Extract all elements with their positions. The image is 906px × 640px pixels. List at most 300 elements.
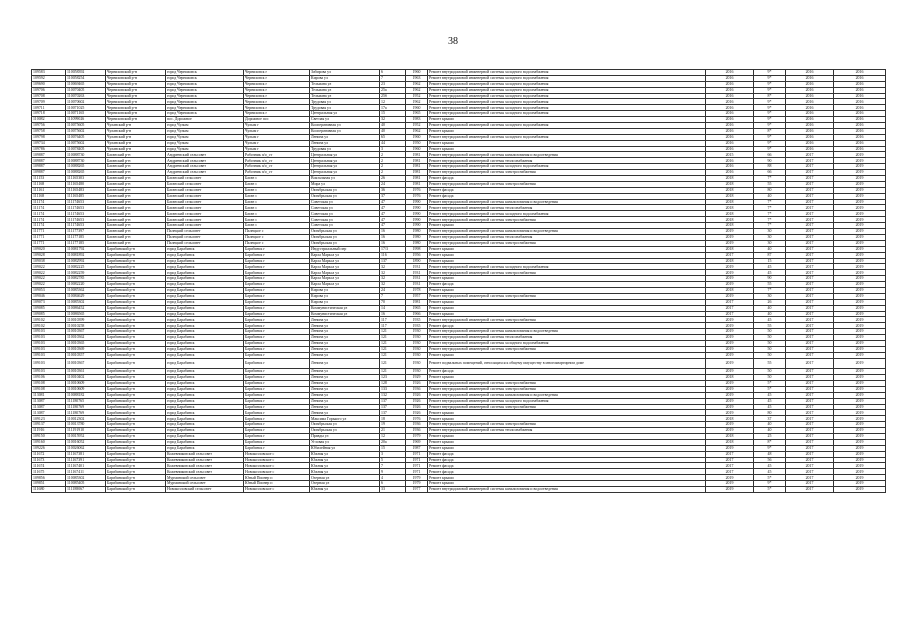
- cell-build-year: 1926: [406, 398, 428, 404]
- cell-house-id: 109887: [32, 170, 66, 176]
- cell-locality: Барабинск г: [244, 386, 310, 392]
- cell-end-year: 2019: [834, 451, 886, 457]
- cell-object-id: 110070405: [66, 87, 106, 93]
- cell-end-year: 2019: [834, 463, 886, 469]
- cell-start-year: 2017: [786, 258, 834, 264]
- cell-street: Кирова ул: [310, 75, 380, 81]
- cell-start-year: 2017: [786, 381, 834, 387]
- cell-locality: Черниховск г: [244, 105, 310, 111]
- cell-plan-year: 2016: [706, 75, 754, 81]
- cell-object-id: 110058392: [66, 70, 106, 76]
- cell-object-id: 111165303: [66, 176, 106, 182]
- cell-house-number: 17/3: [380, 246, 406, 252]
- cell-work-type: Ремонт внутридомовой инженерной системы канализования и водоотведения: [428, 329, 706, 335]
- cell-municipality: пос. Дорожное: [166, 117, 244, 123]
- cell-district: Барабинский р-н: [106, 416, 166, 422]
- cell-plan-year: 2017: [706, 463, 754, 469]
- cell-district: Барабинский р-н: [106, 258, 166, 264]
- cell-build-year: 1981: [406, 158, 428, 164]
- cell-locality: Барабинск г: [244, 369, 310, 375]
- cell-street: Ленина ул: [310, 134, 380, 140]
- cell-start-year: 2017: [786, 223, 834, 229]
- cell-plan-year: 2016: [706, 134, 754, 140]
- cell-street: Ленина ул: [310, 329, 380, 335]
- cell-work-cost: 9*: [754, 111, 786, 117]
- cell-object-id: 110010609: [66, 386, 106, 392]
- cell-district: Барабинский р-н: [106, 398, 166, 404]
- cell-district: Барабинский р-н: [106, 410, 166, 416]
- cell-end-year: 2019: [834, 422, 886, 428]
- cell-work-cost: 9*: [754, 105, 786, 111]
- cell-locality: Юный Пионер п: [244, 481, 310, 487]
- cell-street: Карла Маркса ул: [310, 264, 380, 270]
- cell-object-id: 110010399: [66, 317, 106, 323]
- cell-build-year: 1966: [406, 311, 428, 317]
- cell-house-number: 32: [380, 282, 406, 288]
- cell-municipality: город Барабинск: [166, 270, 244, 276]
- cell-plan-year: 2016: [706, 146, 754, 152]
- cell-work-cost: 8*: [754, 128, 786, 134]
- cell-locality: Баган с: [244, 187, 310, 193]
- cell-plan-year: 2019: [706, 264, 754, 270]
- cell-object-id: 110082220: [66, 282, 106, 288]
- cell-build-year: 1935: [406, 317, 428, 323]
- cell-build-year: 1983: [406, 117, 428, 123]
- cell-work-cost: 9*: [754, 81, 786, 87]
- cell-build-year: 1926: [406, 410, 428, 416]
- cell-locality: Барабинск г: [244, 410, 310, 416]
- cell-end-year: 2016: [834, 128, 886, 134]
- cell-house-number: 32: [380, 117, 406, 123]
- cell-work-type: Ремонт крыши: [428, 146, 706, 152]
- cell-street: Карла Маркса ул: [310, 252, 380, 258]
- cell-district: Баганский р-н: [106, 229, 166, 235]
- cell-work-cost: 5*: [754, 386, 786, 392]
- cell-plan-year: 2018: [706, 205, 754, 211]
- cell-work-cost: 9*: [754, 123, 786, 129]
- cell-municipality: Палецкий сельсовет: [166, 229, 244, 235]
- cell-build-year: 1930: [406, 358, 428, 369]
- cell-locality: Барабинск г: [244, 340, 310, 346]
- cell-work-cost: 9*: [754, 99, 786, 105]
- cell-plan-year: 2018: [706, 246, 754, 252]
- cell-municipality: город Черниховск: [166, 81, 244, 87]
- cell-municipality: город Барабинск: [166, 246, 244, 252]
- cell-municipality: город Барабинск: [166, 335, 244, 341]
- cell-work-cost: 9*: [754, 445, 786, 451]
- cell-municipality: город Барабинск: [166, 264, 244, 270]
- cell-work-type: Ремонт внутридомовой инженерной системы электроснабжения: [428, 317, 706, 323]
- cell-work-type: Ремонт внутридомовой инженерной системы электроснабжения: [428, 293, 706, 299]
- cell-street: Юбилейная ул: [310, 445, 380, 451]
- cell-object-id: 110085302: [66, 475, 106, 481]
- cell-end-year: 2019: [834, 287, 886, 293]
- cell-work-type: Ремонт фасада: [428, 323, 706, 329]
- cell-house-number: 16: [380, 234, 406, 240]
- cell-end-year: 2019: [834, 340, 886, 346]
- cell-house-number: 4: [380, 475, 406, 481]
- cell-work-type: Ремонт фасада: [428, 187, 706, 193]
- cell-plan-year: 2017: [706, 252, 754, 258]
- cell-start-year: 2017: [786, 187, 834, 193]
- cell-municipality: город Черниховск: [166, 93, 244, 99]
- cell-district: Барабинский р-н: [106, 358, 166, 369]
- cell-municipality: город Барабинск: [166, 428, 244, 434]
- cell-street: Южная ул: [310, 463, 380, 469]
- cell-start-year: 2017: [786, 205, 834, 211]
- cell-end-year: 2019: [834, 346, 886, 352]
- cell-municipality: город Барабинск: [166, 369, 244, 375]
- cell-work-type: Ремонт внутридомовой инженерной системы холодного водоснабжения: [428, 398, 706, 404]
- cell-start-year: 2017: [786, 287, 834, 293]
- cell-build-year: 1981: [406, 299, 428, 305]
- cell-work-type: Ремонт фасада: [428, 451, 706, 457]
- cell-district: Барабинский р-н: [106, 457, 166, 463]
- cell-municipality: город Барабинск: [166, 311, 244, 317]
- cell-house-number: 12: [380, 99, 406, 105]
- cell-house-id: 109718: [32, 111, 66, 117]
- cell-work-cost: 40: [754, 422, 786, 428]
- cell-build-year: 1971: [406, 457, 428, 463]
- cell-work-type: Ремонт фасада: [428, 193, 706, 199]
- cell-object-id: 111174653: [66, 217, 106, 223]
- cell-work-cost: 26: [754, 299, 786, 305]
- cell-house-number: 128: [380, 381, 406, 387]
- cell-municipality: город Барабинск: [166, 386, 244, 392]
- cell-house-number: 20а: [380, 439, 406, 445]
- cell-municipality: город Барабинск: [166, 434, 244, 440]
- cell-work-type: Ремонт фасада: [428, 469, 706, 475]
- cell-municipality: город Чулым: [166, 134, 244, 140]
- cell-locality: Барабинск г: [244, 428, 310, 434]
- cell-plan-year: 2018: [706, 211, 754, 217]
- cell-district: Чуланский р-н: [106, 123, 166, 129]
- cell-start-year: 2017: [786, 434, 834, 440]
- cell-house-id: 109592: [32, 75, 66, 81]
- cell-street: Тельмана ул: [310, 87, 380, 93]
- cell-start-year: 2017: [786, 329, 834, 335]
- cell-work-cost: 50: [754, 352, 786, 358]
- cell-house-number: 137: [380, 404, 406, 410]
- cell-start-year: 2017: [786, 211, 834, 217]
- cell-street: Тельмана ул: [310, 81, 380, 87]
- cell-municipality: Андреевский сельсовет: [166, 170, 244, 176]
- cell-house-id: 111174: [32, 211, 66, 217]
- cell-district: Барабинский р-н: [106, 445, 166, 451]
- cell-start-year: 2017: [786, 170, 834, 176]
- cell-house-number: 132: [380, 392, 406, 398]
- cell-plan-year: 2018: [706, 375, 754, 381]
- cell-start-year: 2017: [786, 240, 834, 246]
- cell-end-year: 2019: [834, 217, 886, 223]
- cell-build-year: 1963: [406, 75, 428, 81]
- cell-street: Трудовая ул: [310, 105, 380, 111]
- cell-municipality: Баганский сельсовет: [166, 205, 244, 211]
- cell-build-year: 1930: [406, 340, 428, 346]
- cell-plan-year: 2018: [706, 193, 754, 199]
- cell-locality: Барабинск г: [244, 282, 310, 288]
- cell-work-type: Ремонт внутридомовой инженерной системы теплоснабжения: [428, 158, 706, 164]
- cell-house-number: 47: [380, 199, 406, 205]
- cell-street: Ленина ул: [310, 398, 380, 404]
- cell-house-number: 70: [380, 299, 406, 305]
- cell-end-year: 2019: [834, 246, 886, 252]
- cell-plan-year: 2019: [706, 392, 754, 398]
- cell-street: Коммунистическая ул: [310, 311, 380, 317]
- cell-object-id: 111099026: [66, 117, 106, 123]
- cell-work-type: Ремонт внутридомовой инженерной системы холодного водоснабжения: [428, 123, 706, 129]
- cell-locality: Рабочник п/о_ст: [244, 158, 310, 164]
- cell-street: Кирова ул: [310, 287, 380, 293]
- cell-start-year: 2017: [786, 193, 834, 199]
- cell-start-year: 2017: [786, 152, 834, 158]
- cell-start-year: 2016: [786, 123, 834, 129]
- cell-plan-year: 2017: [706, 451, 754, 457]
- cell-object-id: 110026062: [66, 445, 106, 451]
- cell-street: Коммунистическая ул: [310, 305, 380, 311]
- cell-end-year: 2019: [834, 293, 886, 299]
- cell-plan-year: 2016: [706, 111, 754, 117]
- cell-object-id: 110069465: [66, 81, 106, 87]
- cell-start-year: 2017: [786, 335, 834, 341]
- cell-house-number: 121: [380, 369, 406, 375]
- cell-work-cost: 50: [754, 340, 786, 346]
- cell-work-cost: 30: [754, 240, 786, 246]
- cell-district: Барабинский р-н: [106, 270, 166, 276]
- cell-plan-year: 2019: [706, 317, 754, 323]
- cell-district: Барабинский р-н: [106, 252, 166, 258]
- cell-house-id: 109734: [32, 140, 66, 146]
- cell-build-year: 1990: [406, 223, 428, 229]
- cell-street: Октябрьская ул: [310, 428, 380, 434]
- cell-object-id: 111191910: [66, 428, 106, 434]
- cell-object-id: 110071165: [66, 111, 106, 117]
- cell-object-id: 111167381: [66, 451, 106, 457]
- cell-plan-year: 2019: [706, 340, 754, 346]
- cell-end-year: 2016: [834, 81, 886, 87]
- cell-build-year: 1978: [406, 287, 428, 293]
- cell-start-year: 2017: [786, 229, 834, 235]
- cell-build-year: 1962: [406, 87, 428, 93]
- cell-work-type: Ремонт крыши: [428, 481, 706, 487]
- cell-plan-year: 2019: [706, 229, 754, 235]
- cell-district: Черниховский р-н: [106, 117, 166, 123]
- cell-house-id: 109103: [32, 358, 66, 369]
- cell-house-id: 109851: [32, 481, 66, 487]
- cell-work-cost: 40: [754, 193, 786, 199]
- cell-work-cost: 88: [754, 164, 786, 170]
- cell-object-id: 111174653: [66, 223, 106, 229]
- cell-start-year: 2016: [786, 111, 834, 117]
- cell-work-cost: 90: [754, 276, 786, 282]
- cell-plan-year: 2015: [706, 152, 754, 158]
- cell-house-id: 109085: [32, 305, 66, 311]
- cell-district: Баганский р-н: [106, 152, 166, 158]
- cell-house-id: 109053: [32, 287, 66, 293]
- cell-house-id: 109711: [32, 105, 66, 111]
- cell-build-year: 1990: [406, 211, 428, 217]
- cell-object-id: 111188067: [66, 487, 106, 493]
- cell-locality: Барабинск г: [244, 305, 310, 311]
- cell-locality: Барабинск г: [244, 445, 310, 451]
- cell-locality: Барабинск г: [244, 329, 310, 335]
- cell-municipality: город Барабинск: [166, 381, 244, 387]
- cell-district: Баганский р-н: [106, 234, 166, 240]
- cell-house-number: 14: [380, 305, 406, 311]
- cell-work-cost: 5*: [754, 475, 786, 481]
- cell-build-year: 1977: [406, 487, 428, 493]
- cell-house-id: 109709: [32, 99, 66, 105]
- cell-district: Барабинский р-н: [106, 375, 166, 381]
- cell-house-number: 16: [380, 240, 406, 246]
- cell-start-year: 2017: [786, 276, 834, 282]
- cell-end-year: 2019: [834, 223, 886, 229]
- cell-municipality: город Барабинск: [166, 323, 244, 329]
- cell-district: Чуланский р-н: [106, 134, 166, 140]
- cell-end-year: 2019: [834, 170, 886, 176]
- cell-street: Ленина ул: [310, 404, 380, 410]
- cell-plan-year: 2019: [706, 323, 754, 329]
- cell-street: Кирова ул: [310, 299, 380, 305]
- cell-work-cost: 9*: [754, 75, 786, 81]
- cell-end-year: 2019: [834, 211, 886, 217]
- cell-work-type: Ремонт внутридомовой инженерной системы электроснабжения: [428, 386, 706, 392]
- cell-work-cost: 40: [754, 311, 786, 317]
- cell-locality: Чулым г: [244, 128, 310, 134]
- cell-end-year: 2019: [834, 187, 886, 193]
- cell-house-id: 111675: [32, 469, 66, 475]
- cell-work-cost: 40: [754, 305, 786, 311]
- cell-locality: Баган с: [244, 181, 310, 187]
- cell-work-cost: 9*: [754, 481, 786, 487]
- cell-house-id: 109103: [32, 369, 66, 375]
- cell-work-type: Ремонт внутридомовой инженерной системы холодного водоснабжения: [428, 340, 706, 346]
- cell-municipality: город Барабинск: [166, 276, 244, 282]
- cell-end-year: 2019: [834, 487, 886, 493]
- cell-house-number: 137: [380, 258, 406, 264]
- cell-house-number: 3: [380, 146, 406, 152]
- cell-plan-year: 2018: [706, 199, 754, 205]
- cell-district: Барабинский р-н: [106, 463, 166, 469]
- cell-house-number: 24: [380, 287, 406, 293]
- cell-plan-year: 2017: [706, 311, 754, 317]
- cell-start-year: 2017: [786, 445, 834, 451]
- cell-work-cost: 7*: [754, 211, 786, 217]
- cell-house-id: 109022: [32, 282, 66, 288]
- cell-plan-year: 2018: [706, 439, 754, 445]
- cell-house-number: 6: [380, 70, 406, 76]
- cell-district: Барабинский р-н: [106, 346, 166, 352]
- cell-end-year: 2019: [834, 311, 886, 317]
- cell-build-year: 1960: [406, 146, 428, 152]
- cell-municipality: Баганский сельсовет: [166, 217, 244, 223]
- cell-house-number: 5: [380, 457, 406, 463]
- cell-object-id: 111177185: [66, 234, 106, 240]
- cell-municipality: город Барабинск: [166, 439, 244, 445]
- cell-end-year: 2019: [834, 329, 886, 335]
- cell-district: Черниховский р-н: [106, 81, 166, 87]
- cell-start-year: 2016: [786, 93, 834, 99]
- cell-house-number: 17а: [380, 105, 406, 111]
- cell-street: Максима Горького ул: [310, 416, 380, 422]
- cell-plan-year: 2019: [706, 386, 754, 392]
- cell-start-year: 2017: [786, 386, 834, 392]
- cell-street: Ленина ул: [310, 375, 380, 381]
- cell-district: Баганский р-н: [106, 211, 166, 217]
- cell-house-id: 109102: [32, 317, 66, 323]
- cell-house-number: 121: [380, 340, 406, 346]
- cell-street: Ленина ул: [310, 352, 380, 358]
- cell-build-year: 1998: [406, 246, 428, 252]
- cell-house-id: 109758: [32, 128, 66, 134]
- cell-locality: Рабочник п/о_ст: [244, 170, 310, 176]
- cell-district: Барабинский р-н: [106, 340, 166, 346]
- cell-plan-year: 2018: [706, 176, 754, 182]
- cell-work-type: Ремонт крыши: [428, 299, 706, 305]
- cell-house-number: 40: [380, 128, 406, 134]
- cell-work-cost: 15: [754, 258, 786, 264]
- cell-start-year: 2017: [786, 422, 834, 428]
- cell-street: Кирова ул: [310, 293, 380, 299]
- cell-object-id: 111177397: [66, 229, 106, 235]
- cell-work-type: Ремонт крыши: [428, 252, 706, 258]
- cell-district: Баганский р-н: [106, 158, 166, 164]
- cell-municipality: город Чулым: [166, 140, 244, 146]
- cell-plan-year: 2019: [706, 329, 754, 335]
- cell-plan-year: 2016: [706, 93, 754, 99]
- cell-house-number: 47: [380, 205, 406, 211]
- cell-municipality: город Черниховск: [166, 105, 244, 111]
- cell-work-cost: 45: [754, 463, 786, 469]
- cell-house-id: 109690: [32, 81, 66, 87]
- cell-house-id: 109102: [32, 323, 66, 329]
- cell-build-year: 1962: [406, 99, 428, 105]
- cell-work-cost: 45: [754, 398, 786, 404]
- cell-build-year: 1890: [406, 258, 428, 264]
- cell-house-number: 15: [380, 445, 406, 451]
- cell-work-cost: 45: [754, 270, 786, 276]
- cell-plan-year: 2019: [706, 381, 754, 387]
- cell-work-type: Ремонт внутридомовой инженерной системы канализования и водоотведения: [428, 392, 706, 398]
- cell-start-year: 2017: [786, 487, 834, 493]
- cell-build-year: 1979: [406, 481, 428, 487]
- cell-end-year: 2019: [834, 375, 886, 381]
- cell-work-type: Ремонт внутридомовой инженерной системы холодного водоснабжения: [428, 211, 706, 217]
- cell-municipality: Андреевский сельсовет: [166, 158, 244, 164]
- cell-object-id: 110082992: [66, 258, 106, 264]
- cell-house-id: 113081: [32, 392, 66, 398]
- cell-work-type: Ремонт крыши: [428, 439, 706, 445]
- cell-house-number: 65: [380, 134, 406, 140]
- cell-street: Светлая ул: [310, 117, 380, 123]
- cell-plan-year: 2019: [706, 346, 754, 352]
- cell-build-year: 1950: [406, 140, 428, 146]
- cell-build-year: 1926: [406, 392, 428, 398]
- cell-municipality: Новокозловский сельсовет: [166, 487, 244, 493]
- cell-end-year: 2019: [834, 205, 886, 211]
- cell-work-type: Ремонт крыши: [428, 287, 706, 293]
- cell-plan-year: 2019: [706, 404, 754, 410]
- cell-house-id: 109887: [32, 152, 66, 158]
- cell-end-year: 2019: [834, 481, 886, 487]
- cell-house-number: 2: [380, 164, 406, 170]
- cell-build-year: 1930: [406, 346, 428, 352]
- cell-house-id: 109887: [32, 158, 66, 164]
- cell-build-year: 1971: [406, 463, 428, 469]
- cell-locality: Барабинск г: [244, 335, 310, 341]
- cell-house-number: 15: [380, 111, 406, 117]
- cell-work-type: Ремонт внутридомовой инженерной системы канализования и водоотведения: [428, 152, 706, 158]
